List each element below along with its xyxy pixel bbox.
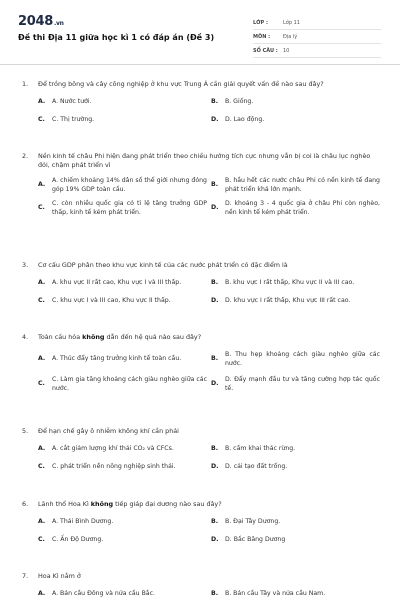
question-text: Lãnh thổ Hoa Kì không tiếp giáp đại dương nào sau đây?	[38, 500, 222, 508]
question-number: 3.	[22, 261, 29, 269]
meta-row-subject	[253, 31, 381, 44]
logo-main: 2048	[18, 14, 53, 29]
question-number: 1.	[22, 80, 29, 88]
question-number: 4.	[22, 333, 29, 341]
option-b[interactable]: B. B. Thu hẹp khoảng cách giàu nghèo giữa các nước.	[211, 351, 380, 367]
option-b[interactable]: B. B. hầu hết các nước châu Phi có nền kinh tế đang phát triển khá lớn mạnh.	[211, 177, 380, 193]
option-b[interactable]: B. B. khu vực I rất thấp, Khu vực II và III cao.	[211, 279, 355, 286]
option-c[interactable]: C. C. còn nhiều quốc gia có tỉ lệ tăng trưởng GDP thấp, kinh tế kém phát triển.	[38, 200, 207, 216]
question-2	[22, 152, 384, 217]
meta-row-count	[253, 45, 381, 58]
question-4	[22, 333, 384, 393]
question-text: Hoa Kì nằm ở	[38, 572, 81, 580]
option-d[interactable]: D. D. Đẩy mạnh đầu tư và tăng cường hợp tác quốc tế.	[211, 376, 380, 392]
option-b[interactable]: B. B. Giống.	[211, 98, 254, 105]
document-title: Đề thi Địa 11 giữa học kì 1 có đáp án (Đề 3)	[18, 33, 215, 42]
option-c[interactable]: C. C. Thị trường.	[38, 115, 95, 123]
option-c[interactable]: C. C. khu vực I và III cao, Khu vực II thấp.	[38, 296, 171, 304]
meta-value: Địa lý	[283, 34, 298, 40]
option-a[interactable]: A. A. khu vực II rất cao, Khu vực I và III thấp.	[38, 279, 182, 286]
question-text: Toàn cầu hóa không dẫn đến hệ quả nào sau đây?	[38, 333, 202, 341]
option-a[interactable]: A. A. Bán cầu Đông và nửa cầu Bắc.	[38, 590, 155, 597]
option-b[interactable]: B. B. cấm khai thác rừng.	[211, 445, 296, 452]
meta-key: SỐ CÂU :	[253, 48, 278, 54]
question-text: Nền kinh tế châu Phi hiện đang phát triển theo chiều hướng tích cực nhưng vẫn bị coi là châu lục nghèo đói, chậm phát triển vì	[38, 152, 371, 169]
site-logo[interactable]	[18, 14, 64, 29]
option-a[interactable]: A. A. cắt giảm lượng khí thải CO₂ và CFCs.	[38, 445, 174, 452]
option-d[interactable]: D. D. khoảng 3 - 4 quốc gia ở châu Phi còn nghèo, nền kinh tế kém phát triển.	[211, 200, 380, 216]
question-text: Cơ cấu GDP phân theo khu vực kinh tế của các nước phát triển có đặc điểm là	[38, 261, 288, 269]
question-5	[22, 427, 384, 471]
question-3	[22, 261, 384, 305]
meta-value: Lớp 11	[283, 20, 300, 26]
question-7	[22, 572, 384, 599]
meta-box	[253, 17, 381, 59]
option-a[interactable]: A. A. chiếm khoảng 14% dân số thế giới nhưng đóng góp 19% GDP toàn cầu.	[38, 177, 207, 193]
header-divider	[0, 64, 400, 65]
option-a[interactable]: A. A. Thái Bình Dương.	[38, 518, 114, 525]
option-d[interactable]: D. D. khu vực I rất thấp, Khu vực III rất cao.	[211, 296, 351, 304]
meta-key: MÔN :	[253, 34, 271, 40]
question-number: 2.	[22, 152, 29, 160]
option-d[interactable]: D. D. cải tạo đất trống.	[211, 462, 288, 470]
question-number: 5.	[22, 427, 29, 435]
question-number: 6.	[22, 500, 29, 508]
option-a[interactable]: A. A. Nước tưới.	[38, 98, 92, 105]
question-1	[22, 80, 384, 124]
option-b[interactable]: B. B. Bán cầu Tây và nửa cầu Nam.	[211, 590, 326, 597]
option-c[interactable]: C. C. phát triển nền nông nghiệp sinh thái.	[38, 462, 176, 470]
option-d[interactable]: D. D. Lao động.	[211, 115, 265, 123]
meta-key: LỚP :	[253, 20, 268, 26]
option-d[interactable]: D. D. Bắc Băng Dương	[211, 535, 286, 543]
question-text: Để trồng bông và cây công nghiệp ở khu vực Trung Á cần giải quyết vấn đề nào sau đây?	[38, 80, 324, 88]
question-number: 7.	[22, 572, 29, 580]
header	[0, 0, 400, 62]
option-c[interactable]: C. C. Ấn Độ Dương.	[38, 535, 104, 543]
question-text: Để hạn chế gây ô nhiễm không khí cần phải	[38, 427, 179, 435]
meta-value: 10	[283, 48, 290, 54]
option-b[interactable]: B. B. Đại Tây Dương.	[211, 518, 281, 525]
meta-row-class	[253, 17, 381, 30]
logo-suffix: .vn	[53, 20, 64, 27]
option-a[interactable]: A. A. Thúc đẩy tăng trưởng kinh tế toàn cầu.	[38, 355, 182, 363]
question-6	[22, 500, 384, 544]
option-c[interactable]: C. C. Làm gia tăng khoảng cách giàu nghèo giữa các nước.	[38, 376, 207, 392]
